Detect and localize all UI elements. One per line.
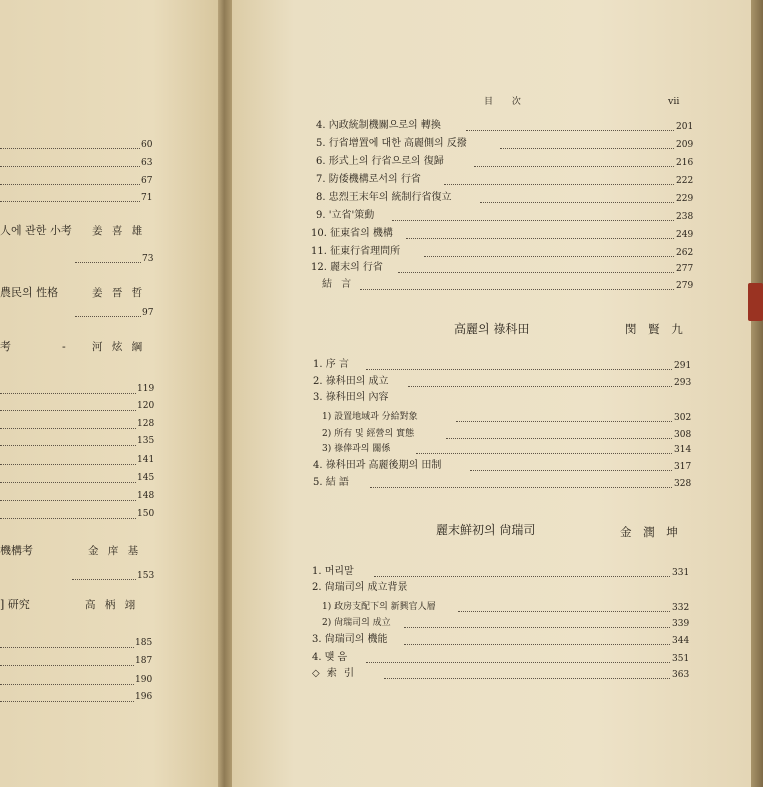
leader-dots bbox=[0, 500, 136, 501]
page-number: 153 bbox=[137, 571, 155, 581]
page-number: 249 bbox=[676, 230, 694, 240]
section-author: 金 潤 坤 bbox=[620, 525, 682, 539]
toc-entry: 4. 맺 음 bbox=[312, 652, 348, 663]
page-number: 120 bbox=[137, 401, 155, 411]
leader-dots bbox=[0, 482, 136, 483]
page-number: 332 bbox=[672, 603, 690, 613]
leader-dots bbox=[0, 665, 134, 666]
leader-dots bbox=[424, 256, 674, 257]
leader-dots bbox=[0, 684, 134, 685]
book-gutter bbox=[218, 0, 232, 787]
leader-dots bbox=[0, 701, 134, 702]
page-number: 344 bbox=[672, 636, 690, 646]
article-author: 金 庠 基 bbox=[88, 545, 142, 557]
bookmark-tab bbox=[748, 283, 763, 321]
page-number: 279 bbox=[676, 281, 694, 291]
article-title: 考 bbox=[0, 340, 11, 353]
section-author: 閔 賢 九 bbox=[625, 322, 687, 336]
page-number: 128 bbox=[137, 419, 155, 429]
toc-entry: 12. 麗末의 行省 bbox=[311, 262, 383, 273]
page-number: 67 bbox=[141, 176, 153, 186]
toc-subentry: 1) 設置地域과 分給對象 bbox=[322, 412, 418, 422]
toc-entry: 5. 結 語 bbox=[313, 477, 349, 488]
page-number: 60 bbox=[141, 140, 153, 150]
toc-entry: 3. 祿科田의 內容 bbox=[313, 392, 389, 403]
toc-entry: 10. 征東省의 機構 bbox=[311, 228, 393, 239]
page-number: 141 bbox=[137, 455, 155, 465]
leader-dots bbox=[416, 453, 672, 454]
page-number: 277 bbox=[676, 264, 694, 274]
leader-dots bbox=[374, 576, 670, 577]
page-number: 262 bbox=[676, 248, 694, 258]
leader-dots bbox=[0, 518, 136, 519]
leader-dots bbox=[0, 410, 136, 411]
toc-subentry: 3) 祿俸과의 關係 bbox=[322, 444, 391, 454]
leader-dots bbox=[0, 464, 136, 465]
article-author: 姜 晉 哲 bbox=[92, 287, 146, 299]
toc-subentry: 2) 尙瑞司의 成立 bbox=[322, 618, 391, 628]
page-number: 73 bbox=[142, 254, 154, 264]
toc-entry: 7. 防倭機構로서의 行省 bbox=[316, 174, 421, 185]
leader-dots bbox=[0, 393, 136, 394]
leader-dots bbox=[446, 438, 672, 439]
leader-dots bbox=[398, 272, 674, 273]
leader-dots bbox=[500, 148, 674, 149]
leader-dots bbox=[360, 289, 674, 290]
leader-dots bbox=[0, 201, 140, 202]
article-title: 農民의 性格 bbox=[0, 286, 59, 299]
page-edge bbox=[751, 0, 763, 787]
toc-entry: 4. 內政統制機關으로의 轉換 bbox=[316, 120, 441, 131]
leader-dots bbox=[72, 579, 136, 580]
toc-entry: 5. 行省增置에 대한 高麗側의 反撥 bbox=[316, 138, 467, 149]
page-number: 291 bbox=[674, 361, 692, 371]
toc-entry: 4. 祿科田과 高麗後期의 田制 bbox=[313, 460, 442, 471]
article-title: 人에 관한 小考 bbox=[0, 224, 72, 237]
page-number: 190 bbox=[135, 675, 153, 685]
page-number: 145 bbox=[137, 473, 155, 483]
leader-dots bbox=[392, 220, 674, 221]
page-number: 238 bbox=[676, 212, 694, 222]
leader-dots bbox=[466, 130, 674, 131]
running-header: 目 次 bbox=[484, 97, 529, 107]
leader-dots bbox=[0, 184, 140, 185]
leader-dots bbox=[458, 611, 670, 612]
leader-dots bbox=[408, 386, 672, 387]
page-number: 222 bbox=[676, 176, 694, 186]
page-number: 351 bbox=[672, 654, 690, 664]
leader-dots bbox=[384, 678, 670, 679]
page-number: 293 bbox=[674, 378, 692, 388]
leader-dots bbox=[75, 262, 141, 263]
page-number: 150 bbox=[137, 509, 155, 519]
page-number: 331 bbox=[672, 568, 690, 578]
page-number: 196 bbox=[135, 692, 153, 702]
toc-entry: 1. 머리말 bbox=[312, 566, 354, 577]
leader-dots bbox=[480, 202, 674, 203]
toc-entry: 11. 征東行省理問所 bbox=[311, 246, 401, 257]
section-title: 高麗의 祿科田 bbox=[454, 322, 530, 336]
toc-subentry: 2) 所有 및 經營의 實態 bbox=[322, 429, 415, 439]
page-number: 187 bbox=[135, 656, 153, 666]
page-number: 229 bbox=[676, 194, 694, 204]
page-number: 317 bbox=[674, 462, 692, 472]
article-author: 姜 喜 雄 bbox=[92, 225, 146, 237]
leader-dots bbox=[404, 627, 670, 628]
page-number: 308 bbox=[674, 430, 692, 440]
header-page-number: vii bbox=[668, 96, 680, 107]
toc-entry: 8. 忠烈王末年의 統制行省復立 bbox=[316, 192, 452, 203]
page-number: 363 bbox=[672, 670, 690, 680]
page-number: 328 bbox=[674, 479, 692, 489]
leader-dots bbox=[0, 445, 136, 446]
leader-dots bbox=[404, 644, 670, 645]
page-number: 314 bbox=[674, 445, 692, 455]
leader-dots bbox=[366, 369, 672, 370]
leader-dots bbox=[366, 662, 670, 663]
page-number: 63 bbox=[141, 158, 153, 168]
page-number: 135 bbox=[137, 436, 155, 446]
article-title: 機構考 bbox=[0, 544, 33, 557]
leader-dots bbox=[0, 647, 134, 648]
page-number: 119 bbox=[137, 384, 155, 394]
leader-dots bbox=[456, 421, 672, 422]
page-number: 302 bbox=[674, 413, 692, 423]
toc-entry: 2. 祿科田의 成立 bbox=[313, 376, 389, 387]
leader-dots bbox=[370, 487, 672, 488]
toc-entry: 2. 尙瑞司의 成立背景 bbox=[312, 582, 408, 593]
article-title: ] 研究 bbox=[0, 598, 30, 611]
toc-entry: 1. 序 言 bbox=[313, 359, 349, 370]
toc-entry: 結 言 bbox=[322, 279, 355, 290]
toc-entry: 6. 形式上의 行省으로의 復歸 bbox=[316, 156, 444, 167]
page-number: 216 bbox=[676, 158, 694, 168]
section-title: 麗末鮮初의 尙瑞司 bbox=[436, 523, 536, 537]
leader-dots bbox=[0, 148, 140, 149]
page-number: 185 bbox=[135, 638, 153, 648]
toc-entry: 3. 尙瑞司의 機能 bbox=[312, 634, 388, 645]
page-number: 201 bbox=[676, 122, 694, 132]
article-author: 高 柄 翊 bbox=[85, 599, 139, 611]
page-number: 148 bbox=[137, 491, 155, 501]
leader-dots bbox=[470, 470, 672, 471]
article-author: 河 炫 綱 bbox=[92, 341, 146, 353]
leader-dots bbox=[474, 166, 674, 167]
page-number: 71 bbox=[141, 193, 153, 203]
leader-dots bbox=[75, 316, 141, 317]
toc-entry: 9. '立省'策動 bbox=[316, 210, 375, 221]
leader-dots bbox=[0, 428, 136, 429]
page-number: 339 bbox=[672, 619, 690, 629]
page-number: 209 bbox=[676, 140, 694, 150]
separator-dash: - bbox=[62, 340, 66, 353]
leader-dots bbox=[0, 166, 140, 167]
page-number: 97 bbox=[142, 308, 154, 318]
leader-dots bbox=[406, 238, 674, 239]
toc-entry: ◇ 索 引 bbox=[312, 668, 357, 679]
leader-dots bbox=[444, 184, 674, 185]
toc-subentry: 1) 政房支配下의 新興官人層 bbox=[322, 602, 436, 612]
